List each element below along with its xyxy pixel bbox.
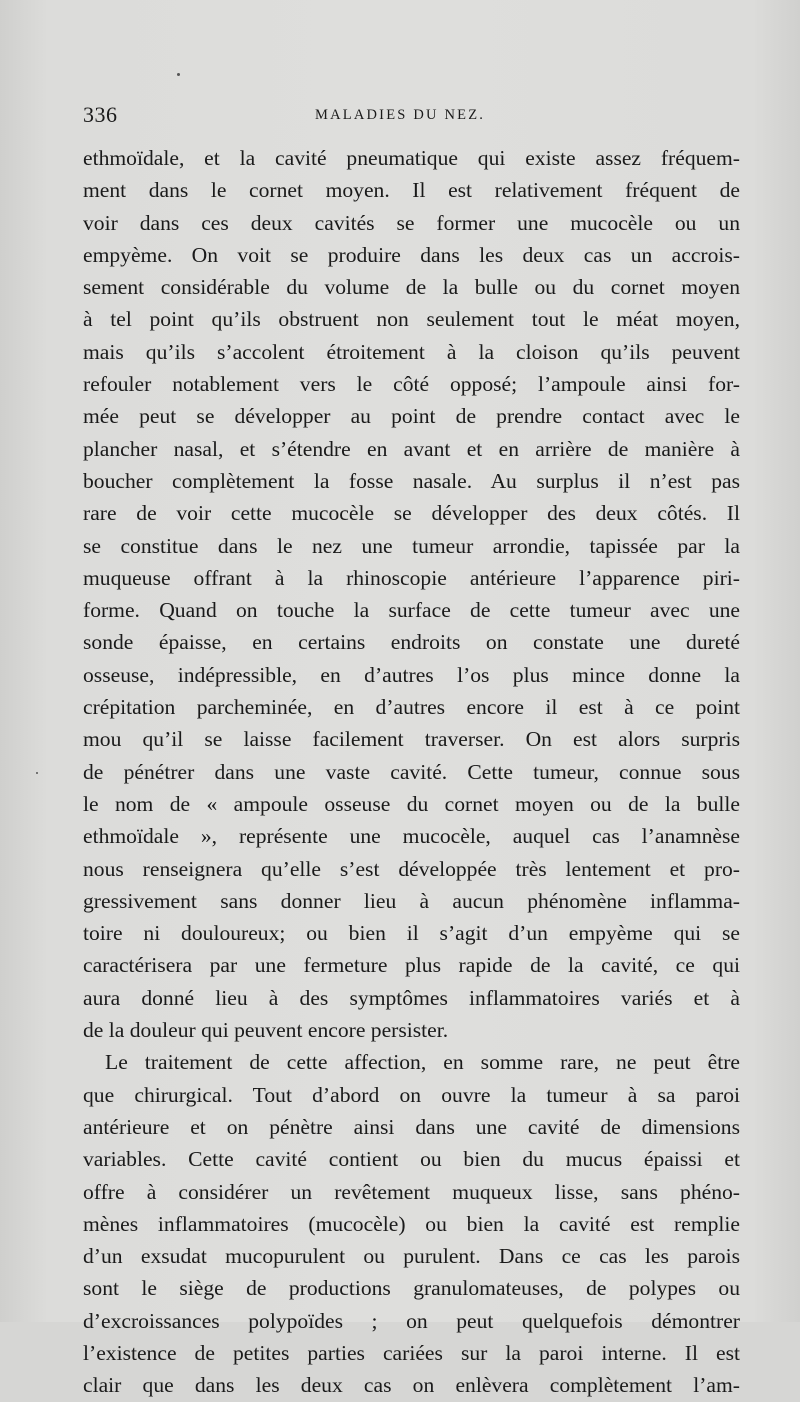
- body-text: [83, 142, 740, 1402]
- running-title: MALADIES DU NEZ.: [315, 107, 486, 123]
- text-line: rare de voir cette mucocèle se développer des deux côtés. Il: [83, 501, 740, 526]
- text-line: ethmoïdale, et la cavité pneumatique qui existe assez fréquem-: [83, 146, 740, 170]
- text-line: nous renseignera qu’elle s’est développée très lentement et pro-: [83, 856, 740, 881]
- text-line: sement considérable du volume de la bulle ou du cornet moyen: [83, 275, 740, 300]
- text-line: voir dans ces deux cavités se former une mucocèle ou un: [83, 210, 740, 235]
- text-line: clair que dans les deux cas on enlèvera complètement l’am-: [83, 1373, 740, 1398]
- paragraph-end-line: de la douleur qui peuvent encore persister.: [83, 1018, 449, 1043]
- page-header: [83, 102, 738, 128]
- text-line: aura donné lieu à des symptômes inflammatoires variés et à: [83, 985, 740, 1010]
- text-line: variables. Cette cavité contient ou bien du mucus épaissi et: [83, 1147, 740, 1172]
- print-speck: [177, 73, 180, 76]
- text-line: ment dans le cornet moyen. Il est relativement fréquent de: [83, 178, 740, 203]
- page-number: 336: [83, 102, 118, 127]
- text-line: crépitation parcheminée, en d’autres encore il est à ce point: [83, 695, 740, 720]
- text-line: caractérisera par une fermeture plus rapide de la cavité, ce qui: [83, 953, 740, 978]
- text-line: à tel point qu’ils obstruent non seulement tout le méat moyen,: [83, 307, 740, 332]
- text-line: de pénétrer dans une vaste cavité. Cette tumeur, connue sous: [83, 759, 740, 784]
- paragraph-start-line: Le traitement de cette affection, en somme rare, ne peut être: [105, 1050, 740, 1075]
- text-line: sont le siège de productions granulomateuses, de polypes ou: [83, 1276, 740, 1301]
- text-line: boucher complètement la fosse nasale. Au surplus il n’est pas: [83, 468, 740, 493]
- text-line: gressivement sans donner lieu à aucun phénomène inflamma-: [83, 888, 740, 913]
- text-line: d’un exsudat mucopurulent ou purulent. Dans ce cas les parois: [83, 1244, 740, 1269]
- text-line: refouler notablement vers le côté opposé; l’ampoule ainsi for-: [83, 372, 740, 397]
- text-line: sonde épaisse, en certains endroits on constate une dureté: [83, 630, 740, 655]
- text-line: se constitue dans le nez une tumeur arrondie, tapissée par la: [83, 533, 740, 558]
- text-line: mou qu’il se laisse facilement traverser. On est alors surpris: [83, 727, 740, 752]
- text-line: forme. Quand on touche la surface de cette tumeur avec une: [83, 598, 740, 623]
- text-line: mée peut se développer au point de prendre contact avec le: [83, 404, 740, 429]
- text-line: toire ni douloureux; ou bien il s’agit d’un empyème qui se: [83, 921, 740, 946]
- text-line: osseuse, indépressible, en d’autres l’os plus mince donne la: [83, 662, 740, 687]
- text-line: l’existence de petites parties cariées sur la paroi interne. Il est: [83, 1340, 740, 1365]
- text-line: empyème. On voit se produire dans les deux cas un accrois-: [83, 242, 740, 267]
- text-line: mènes inflammatoires (mucocèle) ou bien la cavité est remplie: [83, 1211, 740, 1236]
- text-line: offre à considérer un revêtement muqueux lisse, sans phéno-: [83, 1179, 740, 1204]
- text-line: muqueuse offrant à la rhinoscopie antérieure l’apparence piri-: [83, 565, 740, 590]
- text-line: mais qu’ils s’accolent étroitement à la cloison qu’ils peuvent: [83, 339, 740, 364]
- text-line: que chirurgical. Tout d’abord on ouvre la tumeur à sa paroi: [83, 1082, 740, 1107]
- text-line: d’excroissances polypoïdes ; on peut quelquefois démontrer: [83, 1308, 740, 1333]
- text-line: le nom de « ampoule osseuse du cornet moyen ou de la bulle: [83, 791, 740, 816]
- text-line: plancher nasal, et s’étendre en avant et en arrière de manière à: [83, 436, 740, 461]
- print-speck: [36, 772, 38, 774]
- text-line: antérieure et on pénètre ainsi dans une cavité de dimensions: [83, 1114, 740, 1139]
- text-line: ethmoïdale », représente une mucocèle, auquel cas l’anamnèse: [83, 824, 740, 849]
